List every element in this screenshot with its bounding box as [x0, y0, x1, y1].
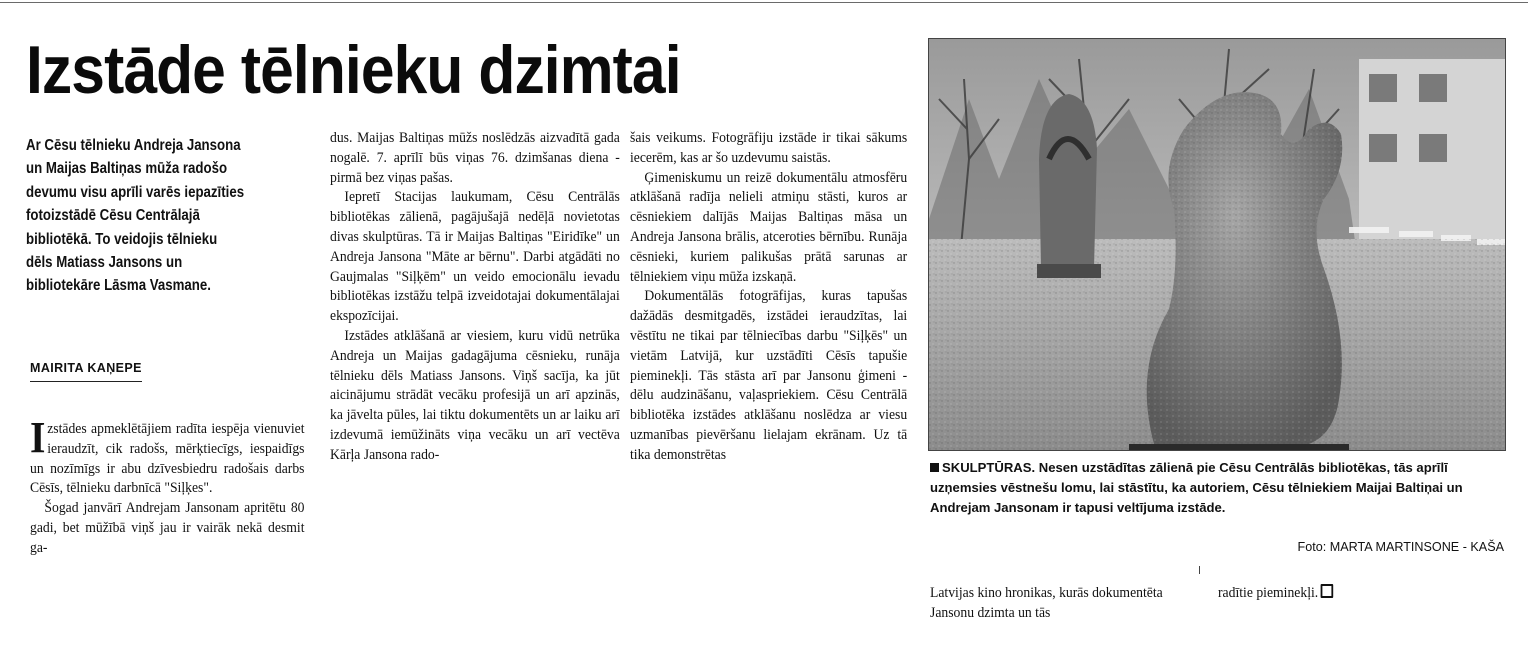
- article-lead: [26, 134, 312, 320]
- lead-line: dēls Matiass Jansons un: [26, 254, 183, 272]
- column-tick-mark: [1199, 566, 1200, 574]
- paragraph: dus. Maijas Baltiņas mūžs noslēdzās aizvadītā gada nogalē. 7. aprīlī būs viņas 76. dzimšanas diena - pirmā bez viņas pašas.: [330, 129, 620, 186]
- paragraph-text: zstādes apmeklētājiem radīta iespēja vienuviet ieraudzīt, cik radošs, mērķtiecīgs, iespaidīgs un nozīmīgs ir abu dzīvesbiedru radošais darbs Cēsīs, tēlnieku darbnīcā "Siļķes".: [30, 420, 305, 497]
- paragraph: Dokumentālās fotogrāfijas, kuras tapušas dažādās desmitgadēs, izstādei ieraudzītas, lai vēstītu ne tikai par tēlniecības darbu "Siļķēs" un vietām Latvijā, kur uzstādīti Cēsīs tapušie pieminekļi. Tās stāsta arī par Jansonu ģimeni - dēlu audzināšanu, vaļaspriekiem. Cēsu Centrālā bibliotēka izstādes atklāšanu noslēdza ar viesu uzmanības pievēršanu lielajam ekrānam. Uz tā tika demonstrētas: [630, 287, 908, 463]
- sculpture-photo: [928, 38, 1506, 451]
- paragraph: Šogad janvārī Andrejam Jansonam apritētu 80 gadi, bet mūžībā viņš jau ir vairāk nekā desmit ga-: [30, 499, 305, 556]
- paragraph: šais veikums. Fotogrāfiju izstāde ir tikai sākums iecerēm, kas ar šo uzdevumu saistās.: [630, 129, 908, 166]
- author-byline: MAIRITA KAŅEPE: [30, 358, 142, 382]
- text-column-1: [30, 419, 305, 644]
- text-column-3: [630, 128, 907, 646]
- photo-illustration: [929, 39, 1505, 450]
- text-column-2: [330, 128, 620, 646]
- photo-credit: Foto: MARTA MARTINSONE - KAŠA: [1297, 540, 1504, 554]
- paragraph: [30, 419, 305, 498]
- paragraph: Izstādes atklāšanā ar viesiem, kuru vidū netrūka Andreja un Maijas gadagājuma cēsnieku, runāja tēlnieku dēls Matiass Jansons. Viņš sacīja, ka jūt aicinājumu strādāt vecāku profesijā un arī apzinās, ka jāvelta pūles, lai tiktu dokumentēts un ar laiku arī izdevumā iemūžināts viņa vecāku un arī vectēva Kārļa Jansona rado-: [330, 326, 620, 463]
- lead-line: devumu visu aprīli varēs iepazīties: [26, 183, 245, 201]
- end-mark-icon: [1321, 584, 1334, 598]
- article-ending: [1218, 583, 1398, 607]
- caption-text: SKULPTŪRAS. Nesen uzstādītas zālienā pie Cēsu Centrālās bibliotēkas, tās aprīlī uzņemsies vēstnešu lomu, lai stāstītu, ka autoriem, Cēsu tēlniekiem Maijai Baltiņai un Andrejam Jansonam ir tapusi veltījuma izstāde.: [930, 460, 1463, 515]
- lead-line: bibliotēkā. To veidojis tēlnieku: [26, 230, 218, 248]
- top-rule: [0, 2, 1528, 3]
- lead-line: un Maijas Baltiņas mūža radošo: [26, 160, 228, 178]
- lead-line: Ar Cēsu tēlnieku Andreja Jansona: [26, 137, 241, 154]
- lead-line: fotoizstādē Cēsu Centrālajā: [26, 207, 200, 225]
- photo-caption: [930, 458, 1506, 520]
- paragraph: Iepretī Stacijas laukumam, Cēsu Centrālās bibliotēkas zālienā, pagājušajā nedēļā novietotas divas skulptūras. Tā ir Maijas Baltiņas "Eiridīke" un Andreja Jansona "Māte ar bērnu". Darbi atgādāti no Gaujmalas "Siļķēm" un veido emocionālu ievadu bibliotēkas izstāžu telpā izveidotajai dokumentālajai ekspozīcijai.: [330, 188, 620, 325]
- caption-bullet: [930, 463, 939, 472]
- drop-cap: I: [30, 419, 46, 462]
- headline: Izstāde tēlnieku dzimtai: [26, 32, 681, 108]
- paragraph: Ģimeniskumu un reizē dokumentālu atmosfēru atklāšanā radīja nelieli atmiņu stāsti, kuros ar cēsniekiem dalījās Maijas Baltiņas māsa un Andreja Jansona brālis, atceroties bērnību. Runāja cēsnieki, kuriem palikušas prātā sarunas ar tēlniekiem viņu mūža izskaņā.: [630, 168, 908, 285]
- continuation-text: Latvijas kino hronikas, kurās dokumentēta Jansonu dzimta un tās: [930, 584, 1163, 621]
- ending-text: radītie pieminekļi.: [1218, 584, 1319, 601]
- lead-line: bibliotekāre Lāsma Vasmane.: [26, 277, 211, 295]
